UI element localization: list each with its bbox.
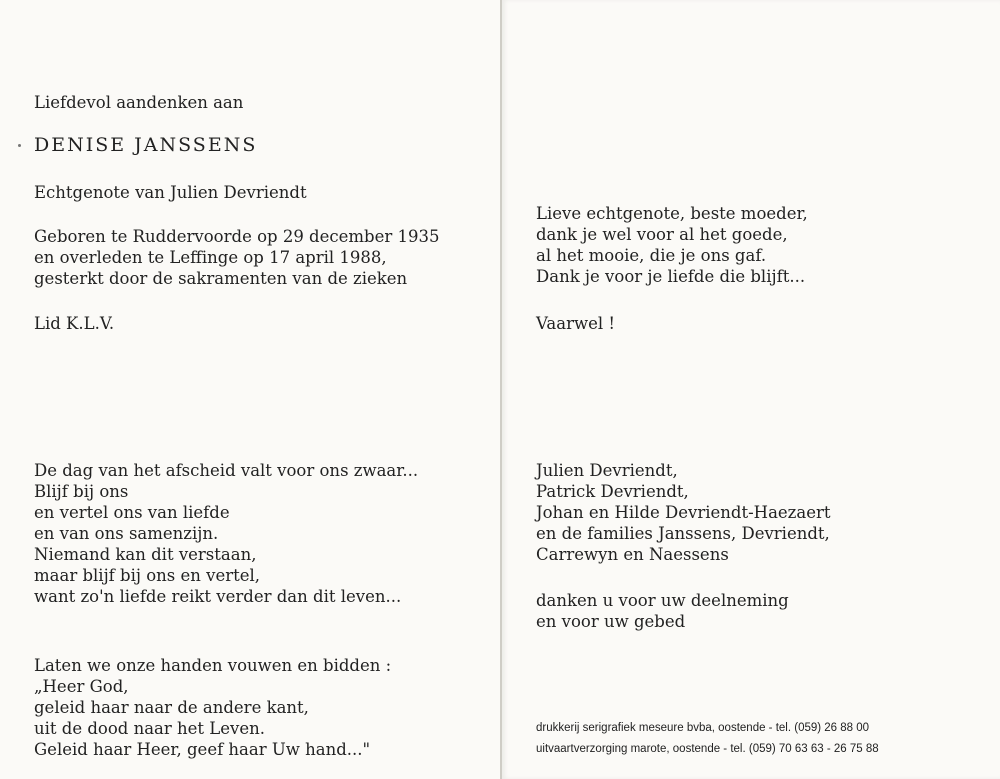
print-speck bbox=[18, 144, 21, 147]
intro-text: Liefdevol aandenken aan bbox=[34, 93, 244, 112]
family-line: Julien Devriendt, bbox=[536, 461, 678, 480]
poem-line: De dag van het afscheid valt voor ons zwaar... bbox=[34, 461, 419, 480]
poem-line: Niemand kan dit verstaan, bbox=[34, 545, 257, 564]
prayer-line: Geleid haar Heer, geef haar Uw hand..." bbox=[34, 740, 371, 759]
verse-line: Dank je voor je liefde die blijft... bbox=[536, 267, 806, 286]
thanks-block bbox=[536, 590, 789, 632]
verse-block bbox=[536, 203, 808, 287]
right-card-panel bbox=[500, 0, 1000, 779]
deceased-name: DENISE JANSSENS bbox=[34, 134, 258, 156]
printer-name: drukkerij serigrafiek meseure bvba, bbox=[536, 722, 715, 734]
family-line: en de families Janssens, Devriendt, bbox=[536, 524, 830, 543]
birth-death-line: gesterkt door de sakramenten van de zieken bbox=[34, 269, 408, 288]
prayer-line: uit de dood naar het Leven. bbox=[34, 719, 265, 738]
family-line: Patrick Devriendt, bbox=[536, 482, 689, 501]
undertaker-name: uitvaartverzorging marote, bbox=[536, 743, 670, 755]
undertaker-details: oostende - tel. (059) 70 63 63 - 26 75 88 bbox=[669, 743, 879, 755]
birth-death-line: Geboren te Ruddervoorde op 29 december 1935 bbox=[34, 227, 440, 246]
thanks-line: danken u voor uw deelneming bbox=[536, 591, 789, 610]
prayer-line: Laten we onze handen vouwen en bidden : bbox=[34, 656, 392, 675]
prayer-line: geleid haar naar de andere kant, bbox=[34, 698, 309, 717]
poem-line: maar blijf bij ons en vertel, bbox=[34, 566, 261, 585]
verse-line: Lieve echtgenote, beste moeder, bbox=[536, 204, 808, 223]
verse-line: al het mooie, die je ons gaf. bbox=[536, 246, 767, 265]
poem-line: Blijf bij ons bbox=[34, 482, 129, 501]
printer-details: oostende - tel. (059) 26 88 00 bbox=[714, 722, 870, 734]
spouse-text: Echtgenote van Julien Devriendt bbox=[34, 183, 307, 202]
poem-line: en vertel ons van liefde bbox=[34, 503, 230, 522]
membership-text: Lid K.L.V. bbox=[34, 314, 115, 333]
prayer-block bbox=[34, 655, 391, 760]
verse-line: dank je wel voor al het goede, bbox=[536, 225, 788, 244]
printer-credit bbox=[536, 718, 869, 739]
farewell-text: Vaarwel ! bbox=[536, 314, 616, 333]
undertaker-credit bbox=[536, 739, 879, 760]
prayer-line: „Heer God, bbox=[34, 677, 129, 696]
birth-death-line: en overleden te Leffinge op 17 april 1988, bbox=[34, 248, 387, 267]
family-line: Carrewyn en Naessens bbox=[536, 545, 729, 564]
family-line: Johan en Hilde Devriendt-Haezaert bbox=[536, 503, 831, 522]
family-block bbox=[536, 460, 830, 565]
birth-death-block bbox=[34, 226, 440, 289]
poem-line: en van ons samenzijn. bbox=[34, 524, 219, 543]
thanks-line: en voor uw gebed bbox=[536, 612, 686, 631]
poem-block bbox=[34, 460, 418, 607]
poem-line: want zo'n liefde reikt verder dan dit leven... bbox=[34, 587, 402, 606]
